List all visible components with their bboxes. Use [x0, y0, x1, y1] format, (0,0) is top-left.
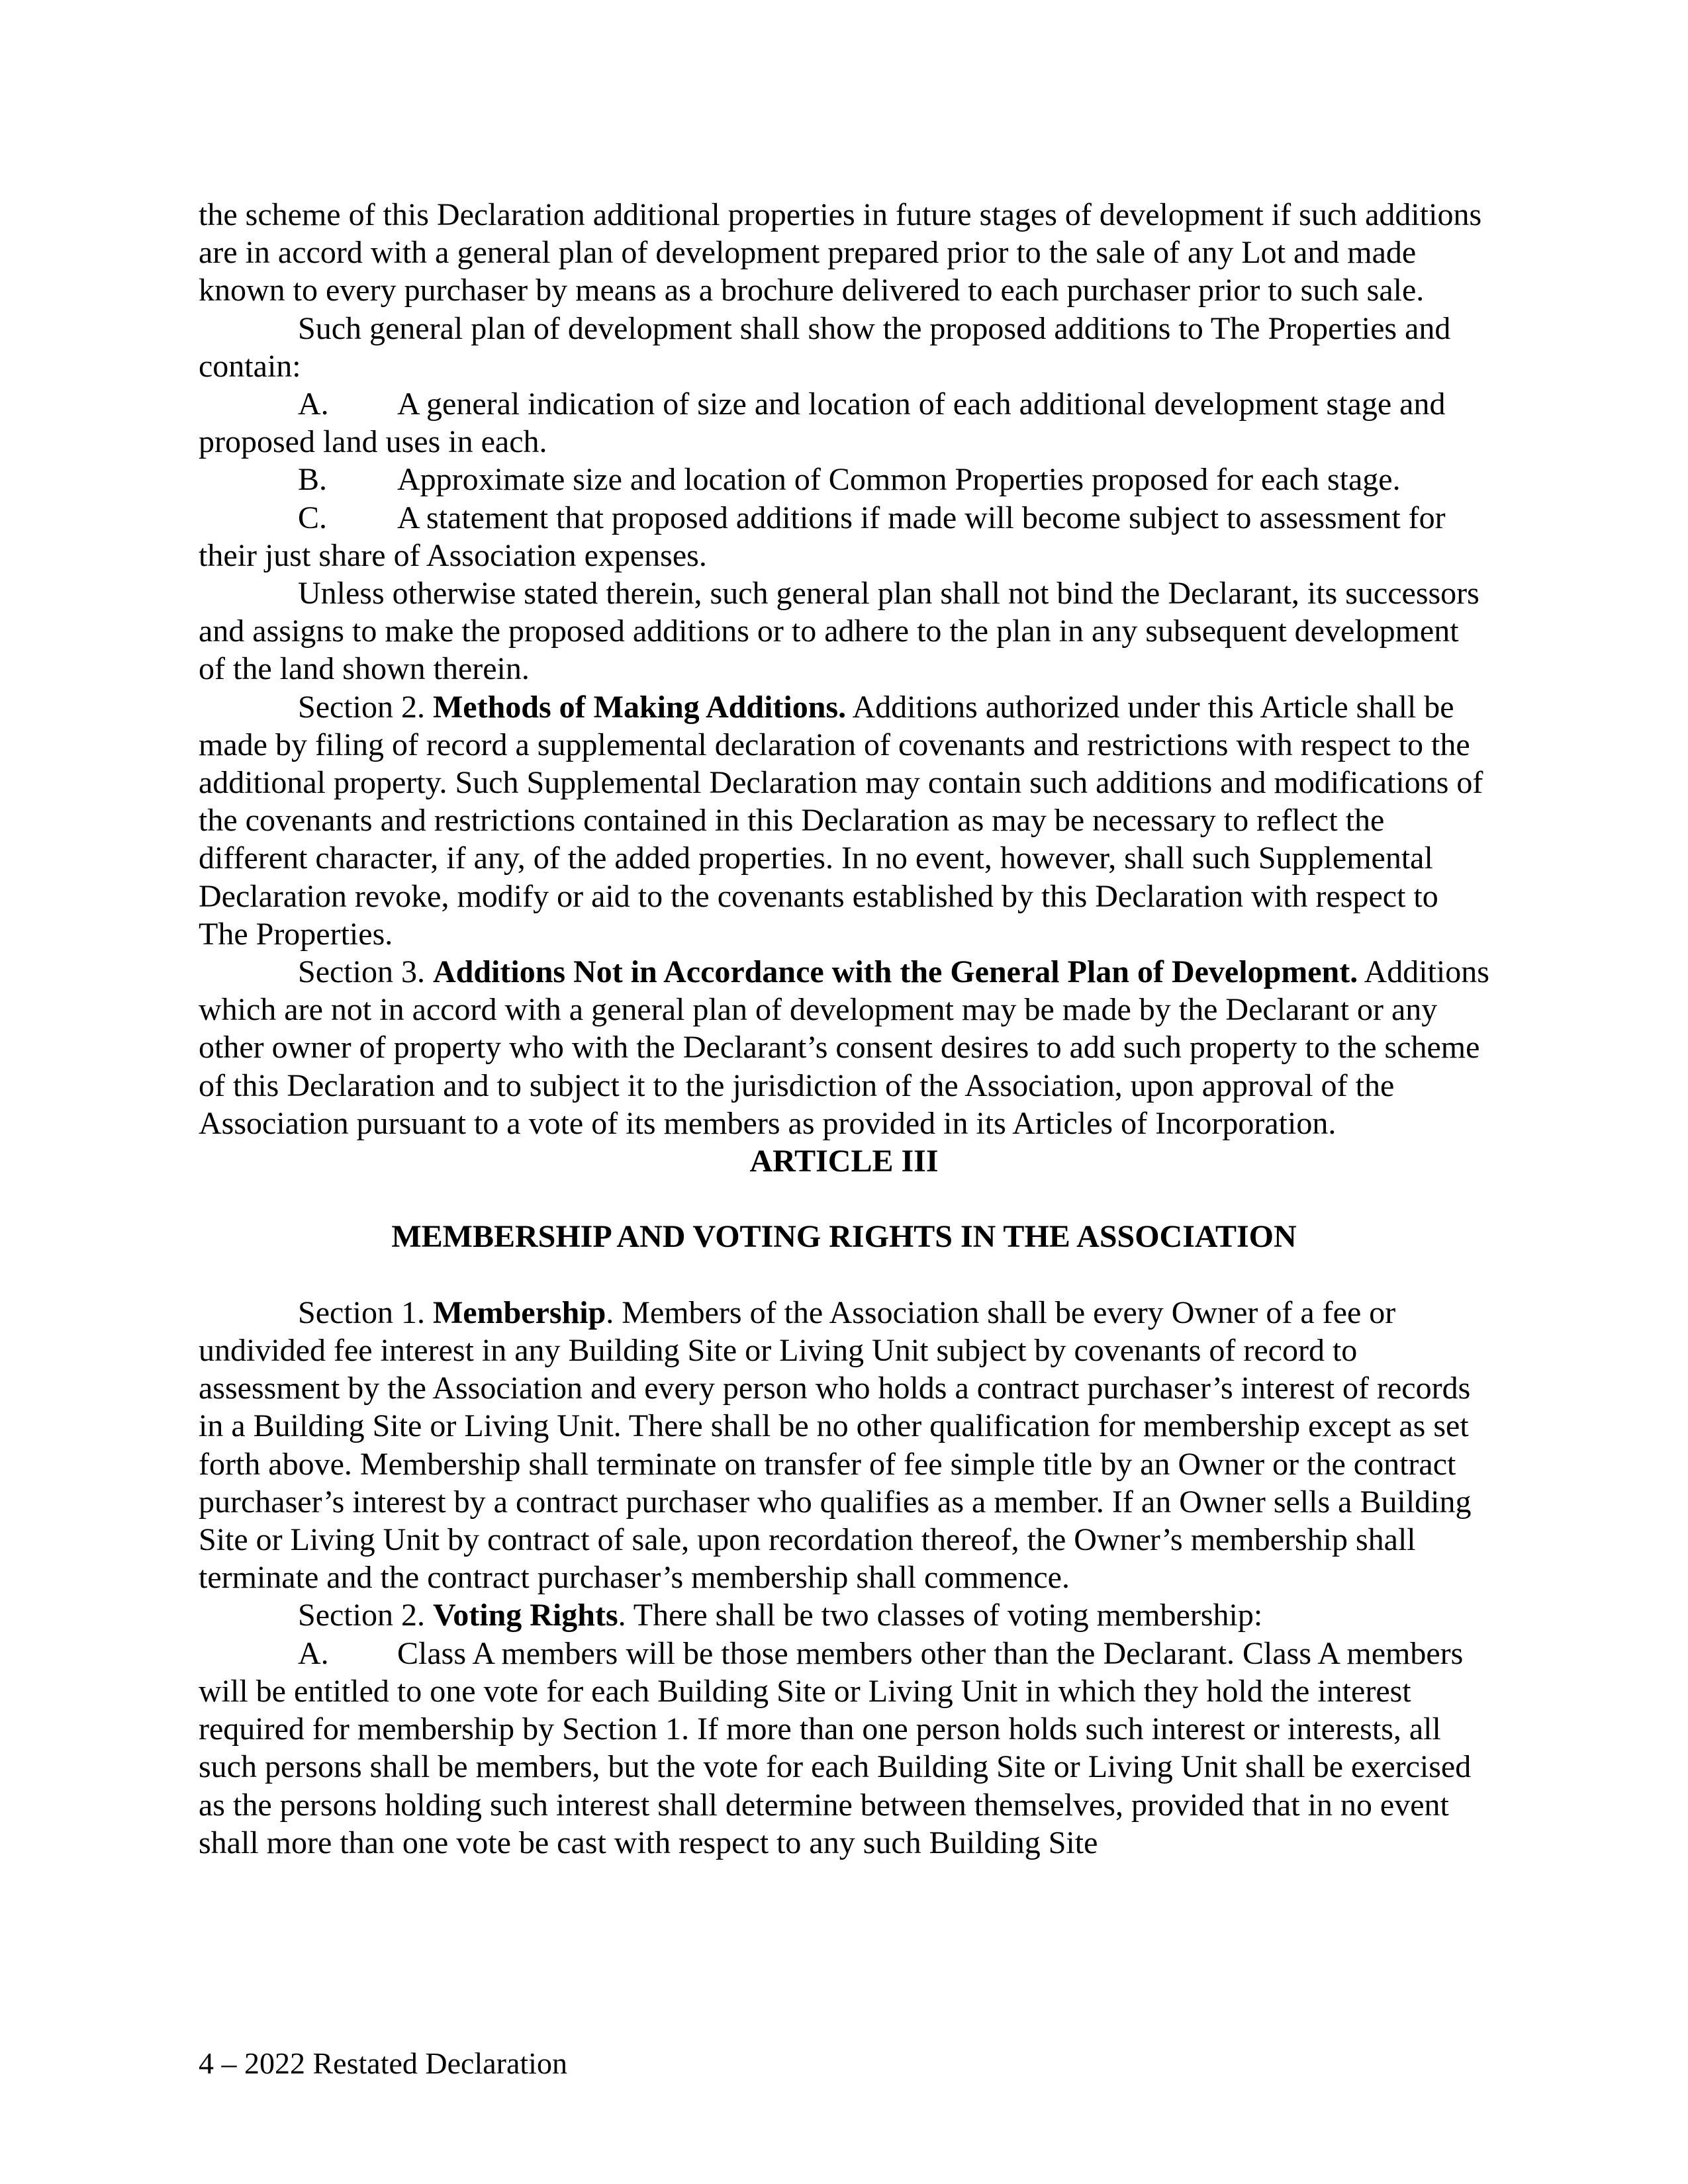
section-1-membership	[199, 1294, 1489, 1597]
paragraph-scheme-continuation: the scheme of this Declaration additional properties in future stages of development if such additions are in accord with a general plan of development prepared prior to the sale of any Lot and made known to every purchaser by means as a brochure delivered to each purchaser prior to such sale.	[199, 197, 1482, 308]
section-2-voting-rights	[199, 1596, 1489, 1634]
spacer	[199, 1180, 1489, 1218]
list-item-label: C.	[298, 500, 328, 535]
paragraph-general-plan: Such general plan of development shall show the proposed additions to The Properties and contain:	[199, 310, 1451, 384]
section-3-additions	[199, 953, 1489, 1142]
section-text: . Members of the Association shall be every Owner of a fee or undivided fee interest in any Building Site or Living Unit subject by covenants of record to assessment by the Association and every person who holds a contract purchaser’s interest of records in a Building Site or Living Unit. There shall be no other qualification for membership except as set forth above. Membership shall terminate on transfer of fee simple title by an Owner or the contract purchaser’s interest by a contract purchaser who qualifies as a member. If an Owner sells a Building Site or Living Unit by contract of sale, upon recordation thereof, the Owner’s membership shall terminate and the contract purchaser’s membership shall commence.	[199, 1295, 1472, 1596]
document-body	[199, 196, 1489, 1862]
section-title: Additions Not in Accordance with the General Plan of Development.	[432, 954, 1358, 990]
list-item-text: A statement that proposed additions if made will become subject to assessment for their just share of Association expenses.	[199, 500, 1446, 573]
spacer	[199, 1256, 1489, 1294]
list-item-text: Class A members will be those members other than the Declarant. Class A members will be entitled to one vote for each Building Site or Living Unit in which they hold the interest required for membership by Section 1. If more than one person holds such interest or interests, all such persons shall be members, but the vote for each Building Site or Living Unit shall be exercised as the persons holding such interest shall determine between themselves, provided that in no event shall more than one vote be cast with respect to any such Building Site	[199, 1635, 1472, 1860]
list-item-label: A.	[298, 387, 329, 422]
section-number: Section 2.	[298, 689, 425, 725]
section-title: Membership	[432, 1295, 606, 1330]
section-title: Voting Rights	[432, 1598, 618, 1633]
list-item-a	[199, 385, 1489, 461]
section-number: Section 1.	[298, 1295, 425, 1330]
list-item-b	[199, 461, 1489, 498]
section-2-methods	[199, 688, 1489, 953]
list-item-class-a	[199, 1635, 1489, 1862]
list-item-text: A general indication of size and location of each additional development stage and proposed land uses in each.	[199, 387, 1446, 460]
list-item-label: B.	[298, 462, 328, 498]
section-text: Additions which are not in accord with a general plan of development may be made by the Declarant or any other owner of property who with the Declarant’s consent desires to add such property to the scheme of this Declaration and to subject it to the jurisdiction of the Association, upon approval of the Association pursuant to a vote of its members as provided in its Articles of Incorporation.	[199, 954, 1489, 1141]
article-number: ARTICLE III	[749, 1144, 939, 1179]
paragraph-unless-otherwise: Unless otherwise stated therein, such general plan shall not bind the Declarant, its successors and assigns to make the proposed additions or to adhere to the plan in any subsequent development of the land shown therein.	[199, 576, 1479, 687]
section-text: Additions authorized under this Article shall be made by filing of record a supplemental declaration of covenants and restrictions with respect to the additional property. Such Supplemental Declaration may contain such additions and modifications of the covenants and restrictions contained in this Declaration as may be necessary to reflect the different character, if any, of the added properties. In no event, however, shall such Supplemental Declaration revoke, modify or aid to the covenants established by this Declaration with respect to The Properties.	[199, 689, 1483, 952]
list-item-text: Approximate size and location of Common Properties proposed for each stage.	[397, 462, 1401, 498]
section-title: Methods of Making Additions.	[432, 689, 847, 725]
list-item-label: A.	[298, 1635, 329, 1671]
article-title: MEMBERSHIP AND VOTING RIGHTS IN THE ASSOCIATION	[391, 1219, 1297, 1255]
section-number: Section 3.	[298, 954, 425, 990]
section-number: Section 2.	[298, 1598, 425, 1633]
list-item-c	[199, 499, 1489, 574]
section-text: . There shall be two classes of voting membership:	[618, 1598, 1263, 1633]
page-footer: 4 – 2022 Restated Declaration	[199, 2046, 567, 2080]
